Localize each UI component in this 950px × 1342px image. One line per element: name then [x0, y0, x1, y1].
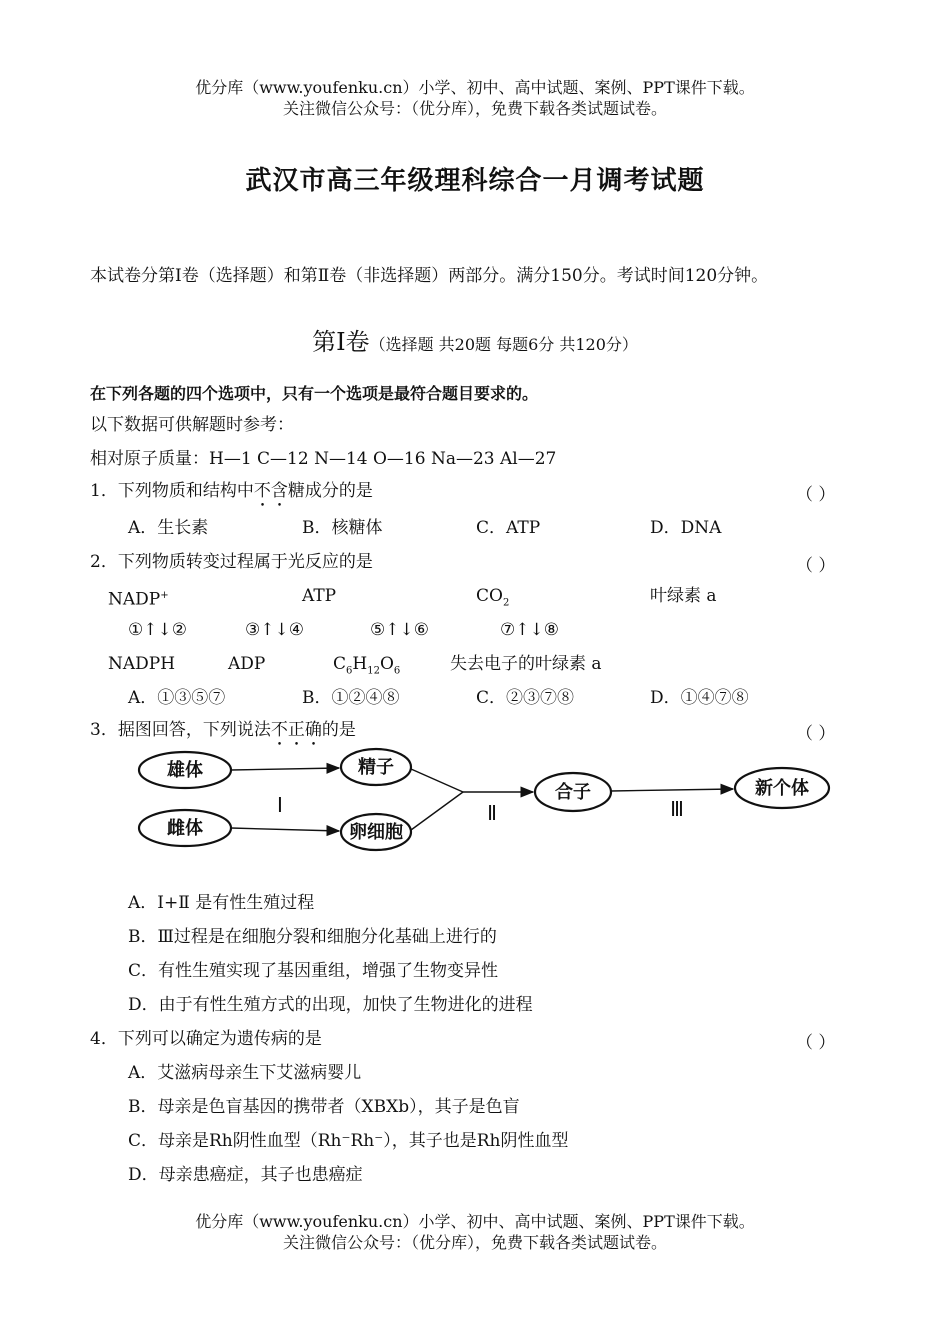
arrow-zygote-new — [611, 789, 733, 791]
q4-option-d: D．母亲患癌症，其子也患癌症 — [128, 1165, 363, 1185]
q2-option-c: C．②③⑦⑧ — [476, 688, 575, 708]
q1-option-b: B．核糖体 — [302, 518, 383, 538]
q3-answer-paren: （ ） — [796, 724, 836, 744]
q2-arrows-3-4: ③↑↓④ — [245, 620, 304, 640]
male-label: 雄体 — [167, 760, 203, 781]
reproduction-diagram — [130, 745, 840, 860]
footer-line-2: 关注微信公众号：（优分库），免费下载各类试题试卷。 — [282, 1233, 667, 1252]
line-egg-merge — [411, 792, 463, 830]
part-1-note: （选择题 共20题 每题6分 共120分） — [369, 335, 638, 354]
q1-option-d: D．DNA — [650, 518, 722, 538]
q3-option-a: A．Ⅰ+Ⅱ 是有性生殖过程 — [128, 893, 315, 913]
q1-option-a: A．生长素 — [128, 518, 209, 538]
part-1-label: 第Ⅰ卷 — [312, 328, 370, 356]
line-sperm-merge — [411, 769, 463, 792]
sperm-label: 精子 — [358, 757, 394, 778]
glucose-o-sub: 6 — [393, 665, 401, 677]
q2-co2-sub: 2 — [502, 597, 510, 609]
process-3-label: Ⅲ — [670, 797, 684, 821]
header-line-2: 关注微信公众号：（优分库），免费下载各类试题试卷。 — [282, 99, 667, 118]
egg-label: 卵细胞 — [349, 822, 403, 843]
q2-top-co2 — [476, 585, 509, 614]
exam-intro: 本试卷分第Ⅰ卷（选择题）和第Ⅱ卷（非选择题）两部分。满分150分。考试时间120分钟。 — [90, 266, 769, 286]
q1-answer-paren: （ ） — [796, 485, 836, 505]
q3-option-c: C．有性生殖实现了基因重组，增强了生物变异性 — [128, 961, 499, 981]
q1-option-c: C．ATP — [476, 518, 541, 538]
q3-stem-emphasis: 不正确 — [270, 720, 322, 740]
instruction-line-3: 相对原子质量：H—1 C—12 N—14 O—16 Na—23 Al—27 — [90, 449, 557, 469]
q2-answer-paren: （ ） — [796, 556, 836, 576]
arrow-female-egg — [231, 828, 339, 831]
q2-arrows-5-6: ⑤↑↓⑥ — [370, 620, 429, 640]
q2-top-atp: ATP — [302, 586, 337, 606]
q2-option-d: D．①④⑦⑧ — [650, 688, 749, 708]
question-1-stem — [90, 480, 373, 511]
footer-line-1: 优分库（www.youfenku.cn）小学、初中、高中试题、案例、PPT课件下载。 — [195, 1212, 755, 1231]
q2-top-chlorophyll: 叶绿素 a — [650, 586, 717, 606]
q2-arrows-1-2: ①↑↓② — [128, 620, 187, 640]
question-4-stem: 4．下列可以确定为遗传病的是 — [90, 1029, 322, 1049]
glucose-h: H — [352, 654, 368, 674]
glucose-o: O — [379, 654, 394, 674]
q2-nadp-sup: + — [160, 590, 169, 601]
instruction-line-1: 在下列各题的四个选项中，只有一个选项是最符合题目要求的。 — [90, 384, 539, 403]
q2-option-a: A．①③⑤⑦ — [128, 688, 226, 708]
q4-option-a: A．艾滋病母亲生下艾滋病婴儿 — [128, 1063, 362, 1083]
glucose-h-sub: 12 — [367, 665, 380, 677]
q2-bottom-oxidized-chlorophyll: 失去电子的叶绿素 a — [450, 654, 602, 674]
process-1-label: Ⅰ — [277, 793, 283, 817]
q2-bottom-glucose — [333, 653, 400, 682]
question-2-stem: 2．下列物质转变过程属于光反应的是 — [90, 552, 373, 572]
q3-stem-pre: 3．据图回答，下列说法 — [90, 720, 271, 740]
q4-option-c: C．母亲是Rh阴性血型（Rh⁻Rh⁻），其子也是Rh阴性血型 — [128, 1131, 569, 1151]
process-2-label: Ⅱ — [487, 801, 497, 825]
q2-bottom-nadph: NADPH — [108, 654, 176, 674]
q1-stem-emphasis: 不含 — [253, 481, 288, 501]
q3-option-b: B．Ⅲ过程是在细胞分裂和细胞分化基础上进行的 — [128, 927, 497, 947]
instruction-line-2: 以下数据可供解题时参考： — [90, 415, 294, 435]
glucose-c-sub: 6 — [346, 665, 353, 677]
q4-answer-paren: （ ） — [796, 1033, 836, 1053]
female-label: 雌体 — [167, 818, 203, 839]
glucose-c: C — [333, 654, 347, 674]
q2-co2-text: CO — [476, 586, 503, 606]
zygote-label: 合子 — [555, 782, 591, 803]
q1-stem-pre: 1．下列物质和结构中 — [90, 481, 254, 501]
q2-option-b: B．①②④⑧ — [302, 688, 400, 708]
q3-stem-post: 的是 — [321, 720, 356, 740]
new-individual-label: 新个体 — [755, 778, 809, 799]
q3-option-d: D．由于有性生殖方式的出现，加快了生物进化的进程 — [128, 995, 533, 1015]
q2-nadp-text: NADP — [108, 589, 161, 610]
q4-option-b: B．母亲是色盲基因的携带者（XBXb），其子是色盲 — [128, 1097, 520, 1117]
q2-arrows-7-8: ⑦↑↓⑧ — [500, 620, 559, 640]
q1-stem-post: 糖成分的是 — [287, 481, 373, 501]
arrow-male-sperm — [231, 768, 339, 770]
page-title: 武汉市高三年级理科综合一月调考试题 — [245, 166, 705, 196]
q2-top-nadp — [108, 585, 169, 611]
header-line-1: 优分库（www.youfenku.cn）小学、初中、高中试题、案例、PPT课件下载。 — [195, 78, 755, 97]
part-1-heading — [0, 322, 950, 357]
q2-bottom-adp: ADP — [228, 654, 266, 674]
